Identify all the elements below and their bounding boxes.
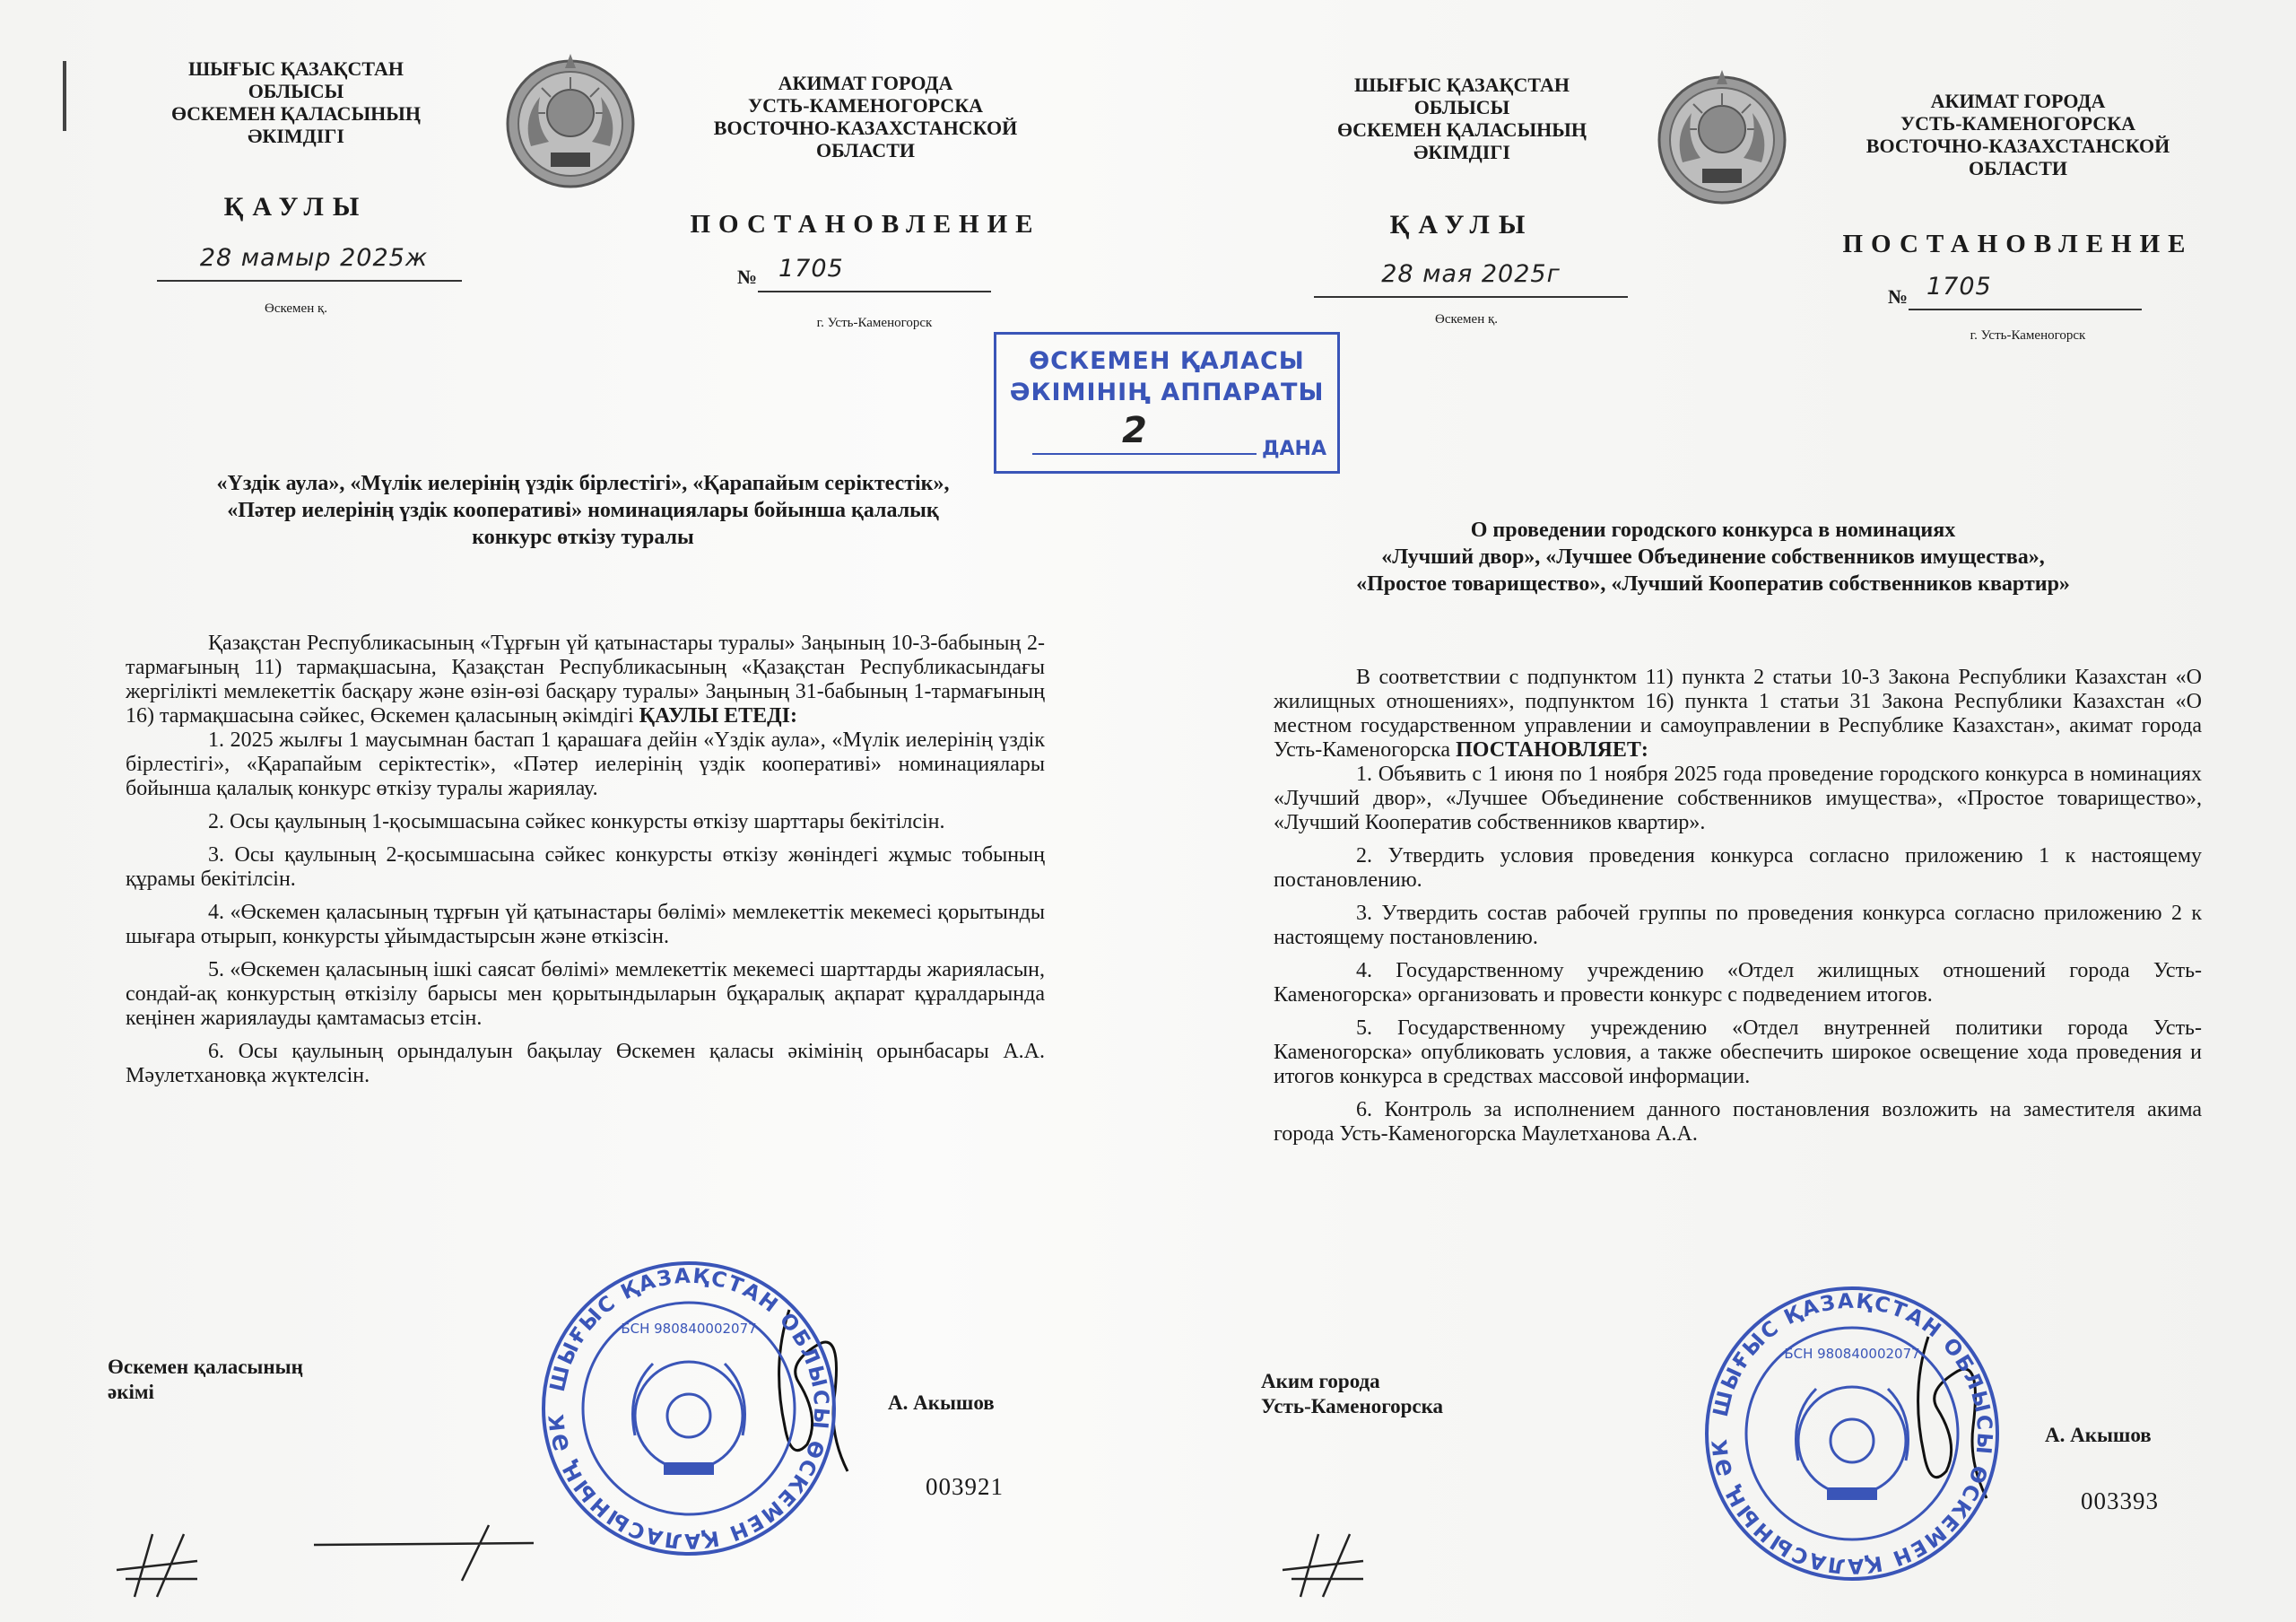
list-item: 5. «Өскемен қаласының ішкі саясат бөлімі» мемлекеттік мекемесі шарттарды жарияласын, сондай-ақ конкурстың өткізілу барысы мен қорытындыларын бұқаралық ақпарат құралдарында кеңінен жариялауды қамтамасыз етсін.	[126, 958, 1045, 1030]
doc-type-kz: ҚАУЛЫ	[1389, 210, 1535, 240]
document-title-kz	[108, 470, 1058, 551]
signatory-name: А. Акышов	[2045, 1424, 2152, 1446]
header-kz-line: ӘКІМДІГІ	[248, 125, 344, 147]
stamp-line2: ӘКІМІНІҢ АППАРАТЫ	[1009, 379, 1325, 406]
stamp-ring-text: ШЫҒЫС ҚАЗАҚСТАН ОБЛЫСЫ ӨСКЕМЕН ҚАЛАСЫНЫҢ ӘК	[1708, 1289, 1996, 1578]
list-item: 4. «Өскемен қаласының тұрғын үй қатынастары бөлімі» мемлекеттік мекемесі қорытынды шығара отырып, конкурсты ұйымдастырсын және өткізсін.	[126, 901, 1045, 948]
date-underline	[157, 280, 462, 282]
header-kz-line: ШЫҒЫС ҚАЗАҚСТАН	[188, 57, 404, 80]
preamble	[1274, 666, 2202, 763]
form-serial-number: 003393	[2081, 1487, 2159, 1514]
header-kz	[1292, 74, 1632, 163]
header-ru-line: АКИМАТ ГОРОДА	[778, 72, 953, 94]
title-line: О проведении городского конкурса в номинациях	[1470, 519, 1956, 542]
stamp-line1: ӨСКЕМЕН ҚАЛАСЫ	[1029, 347, 1305, 375]
list-item: 1. Объявить с 1 июня по 1 ноября 2025 года проведение городского конкурса в номинациях «Лучший двор», «Лучшее Объединение собственников имущества», «Простое товарищество», «Лучший Кооператив собственников квартир».	[1274, 763, 2202, 834]
title-line: «Пәтер иелерінің үздік кооперативі» номинациялары бойынша қалалық	[227, 499, 939, 522]
list-item: 2. Утвердить условия проведения конкурса согласно приложению 1 к настоящему постановлению.	[1274, 844, 2202, 892]
signatory-title-line: Аким города	[1261, 1370, 1380, 1392]
list-item: 3. Осы қаулының 2-қосымшасына сәйкес конкурсты өткізу жөніндегі жұмыс тобының құрамы бекітілсін.	[126, 843, 1045, 891]
header-kz-line: ӘКІМДІГІ	[1413, 141, 1510, 163]
header-ru	[682, 72, 1049, 161]
scan-edge-mark	[63, 61, 66, 131]
preamble-text: Қазақстан Республикасының «Тұрғын үй қатынастары туралы» Заңының 10-3-бабының 2-тармағының 11) тармақшасына, Қазақстан Республикасының «Қазақстан Республикасындағы жергілікті мемлекеттік басқару және өзін-өзі басқару туралы» Заңының 31-бабының 1-тармағының 16) тармақшасына сәйкес, Өскемен қаласының әкімдігі	[126, 632, 1045, 728]
russian-resolution-page	[1157, 0, 2296, 1622]
title-line: «Лучший двор», «Лучшее Объединение собственников имущества»,	[1381, 545, 2045, 569]
header-ru-line: АКИМАТ ГОРОДА	[1930, 90, 2106, 112]
round-official-stamp	[1700, 1281, 2005, 1586]
header-ru	[1834, 90, 2202, 179]
header-kz	[126, 57, 466, 147]
number-label: №	[737, 266, 758, 288]
list-item: 3. Утвердить состав рабочей группы по проведения конкурса согласно приложению 2 к настоящему постановлению.	[1274, 902, 2202, 949]
preamble-bold: ҚАУЛЫ ЕТЕДІ:	[639, 704, 797, 728]
document-body-kz	[126, 632, 1045, 1088]
list-item: 4. Государственному учреждению «Отдел жилищных отношений города Усть-Каменогорска» организовать и провести конкурс с подведением итогов.	[1274, 959, 2202, 1007]
signatory-name: А. Акышов	[888, 1391, 995, 1414]
city-kz: Өскемен қ.	[264, 301, 328, 316]
stamp-bsn: БСН 980840002077	[621, 1321, 757, 1337]
title-line: «Үздік аула», «Мүлік иелерінің үздік бірлестігі», «Қарапайым серіктестік»,	[216, 472, 950, 495]
city-ru: г. Усть-Каменогорск	[816, 316, 933, 330]
header-kz-line: ӨСКЕМЕН ҚАЛАСЫНЫҢ	[170, 102, 422, 125]
list-item: 1. 2025 жылғы 1 маусымнан бастап 1 қарашаға дейін «Үздік аула», «Мүлік иелерінің үздік бірлестігі», «Қарапайым серіктестік», «Пәтер иелерінің үздік кооперативі» номинациялары бойынша қалалық конкурс өткізу туралы жариялау.	[126, 728, 1045, 800]
header-ru-line: ВОСТОЧНО-КАЗАХСТАНСКОЙ	[713, 117, 1018, 139]
form-serial-number: 003921	[926, 1473, 1004, 1500]
signatory-title-ru	[1261, 1369, 1443, 1419]
title-line: «Простое товарищество», «Лучший Кооператив собственников квартир»	[1356, 572, 2070, 596]
header-kz-line: ШЫҒЫС ҚАЗАҚСТАН	[1354, 74, 1570, 96]
preamble-text: В соответствии с подпунктом 11) пункта 2 статьи 10-3 Закона Республики Казахстан «О жилищных отношениях», подпунктом 16) пункта 1 статьи 31 Закона Республики Казахстан «О местном государственном управлении и самоуправлении в Республике Казахстан», акимат города Усть-Каменогорска	[1274, 666, 2202, 762]
stamp-bsn: БСН 980840002077	[1784, 1346, 1920, 1362]
number-underline	[758, 291, 991, 292]
handwritten-number: 1705	[778, 255, 844, 283]
doc-type-ru: ПОСТАНОВЛЕНИЕ	[1842, 230, 2194, 258]
preamble-bold: ПОСТАНОВЛЯЕТ:	[1456, 738, 1648, 762]
header-ru-line: ОБЛАСТИ	[1969, 157, 2067, 179]
stamp-hand-number: 2	[1122, 410, 1148, 451]
city-ru: г. Усть-Каменогорск	[1970, 328, 2086, 343]
signatory-title-line: Усть-Каменогорска	[1261, 1395, 1444, 1417]
initials-scribble	[108, 1525, 215, 1606]
signatory-title-line: әкімі	[108, 1381, 154, 1403]
handwritten-number: 1705	[1926, 273, 1992, 301]
header-ru-line: УСТЬ-КАМЕНОГОРСКА	[1900, 112, 2136, 135]
header-kz-line: ОБЛЫСЫ	[248, 80, 344, 102]
title-line: конкурс өткізу туралы	[472, 526, 694, 549]
document-title-ru	[1202, 517, 2224, 597]
stamp-ring-text: ШЫҒЫС ҚАЗАҚСТАН ОБЛЫСЫ ӨСКЕМЕН ҚАЛАСЫНЫҢ ӘК	[544, 1264, 833, 1553]
preamble	[126, 632, 1045, 728]
doc-type-ru: ПОСТАНОВЛЕНИЕ	[690, 210, 1041, 239]
initials-scribble	[1274, 1525, 1381, 1606]
stamp-suffix: ДАНА	[1261, 438, 1326, 460]
round-official-stamp	[536, 1256, 841, 1561]
header-kz-line: ӨСКЕМЕН ҚАЛАСЫНЫҢ	[1336, 118, 1587, 141]
list-item: 5. Государственному учреждению «Отдел внутренней политики города Усть-Каменогорска» опубликовать условия, а также обеспечить широкое освещение хода проведения и итогов конкурса в средствах массовой информации.	[1274, 1016, 2202, 1088]
handwritten-date: 28 мая 2025г	[1381, 260, 1561, 288]
date-underline	[1314, 296, 1628, 298]
underline-scribble	[309, 1516, 561, 1588]
header-ru-line: УСТЬ-КАМЕНОГОРСКА	[747, 94, 984, 117]
doc-type-kz: ҚАУЛЫ	[223, 192, 369, 222]
number-label: №	[1888, 285, 1909, 308]
list-item: 6. Осы қаулының орындалуын бақылау Өскемен қаласы әкімінің орынбасары А.А. Мәулетхановқа жүктелсін.	[126, 1040, 1045, 1087]
header-ru-line: ОБЛАСТИ	[816, 139, 915, 161]
kazakhstan-emblem-icon	[1656, 68, 1788, 216]
city-kz: Өскемен қ.	[1434, 312, 1499, 327]
list-item: 6. Контроль за исполнением данного постановления возложить на заместителя акима города Усть-Каменогорска Маулетханова А.А.	[1274, 1098, 2202, 1146]
list-item: 2. Осы қаулының 1-қосымшасына сәйкес конкурсты өткізу шарттары бекітілсін.	[208, 810, 945, 833]
kazakhstan-emblem-icon	[504, 52, 637, 200]
document-body-ru	[1274, 666, 2202, 1147]
header-kz-line: ОБЛЫСЫ	[1413, 96, 1510, 118]
handwritten-date: 28 мамыр 2025ж	[199, 244, 429, 272]
header-ru-line: ВОСТОЧНО-КАЗАХСТАНСКОЙ	[1866, 135, 2170, 157]
signatory-title-kz	[108, 1355, 303, 1405]
signatory-title-line: Өскемен қаласының	[108, 1356, 303, 1378]
number-underline	[1909, 309, 2142, 310]
